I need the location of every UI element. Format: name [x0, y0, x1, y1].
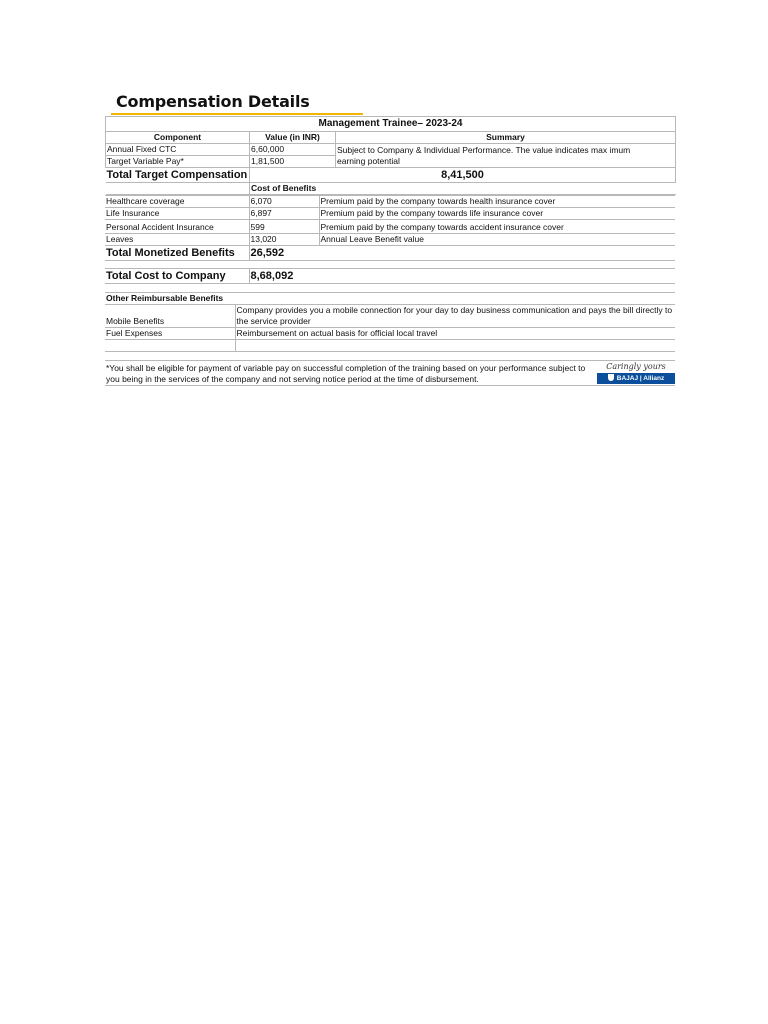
cell-component: Fuel Expenses [105, 328, 235, 340]
cell-component: Mobile Benefits [105, 305, 235, 328]
header-value: Value (in INR) [250, 132, 336, 144]
other-benefits-table [105, 292, 675, 352]
table-row [105, 196, 675, 208]
total-target-label: Total Target Compensation [106, 168, 250, 183]
logo-tagline: Caringly yours [606, 362, 666, 371]
cell-summary: Premium paid by the company towards life insurance cover [319, 208, 675, 220]
table-row [106, 156, 676, 168]
total-monetized-row [105, 246, 675, 261]
cell-summary: Company provides you a mobile connection for your day to day business communication and pays the bill directly to the service provider [235, 305, 675, 328]
cell-value: 1,81,500 [250, 156, 336, 168]
total-monetized-value: 26,592 [249, 246, 319, 261]
cell-value: 6,070 [249, 196, 319, 208]
cell-component: Annual Fixed CTC [106, 144, 250, 156]
cell-value: 6,60,000 [250, 144, 336, 156]
bajaj-allianz-logo [597, 361, 675, 385]
cell-component: Personal Accident Insurance [105, 220, 249, 234]
cell-value: 6,897 [249, 208, 319, 220]
total-ctc-row [105, 269, 675, 284]
logo-brand-text: BAJAJ | Allianz [616, 375, 665, 382]
table-row [105, 305, 675, 328]
cell-summary: earning potential [336, 156, 676, 168]
cell-component: Healthcare coverage [105, 196, 249, 208]
table-title: Management Trainee– 2023-24 [106, 117, 676, 132]
total-target-value: 8,41,500 [250, 168, 676, 183]
table-row [105, 220, 675, 234]
footer [105, 360, 675, 386]
benefits-table [105, 195, 675, 284]
total-ctc-label: Total Cost to Company [105, 269, 249, 284]
cell-summary: Premium paid by the company towards health insurance cover [319, 196, 675, 208]
footnote: *You shall be eligible for payment of variable pay on successful completion of the training based on your performance subject to you being in the services of the company and not serving notice period at the time of disbursement. [106, 363, 586, 384]
cell-value: 13,020 [249, 234, 319, 246]
bajaj-shield-icon [608, 374, 614, 381]
table-row [105, 234, 675, 246]
total-ctc-value: 8,68,092 [249, 269, 319, 284]
table-row [105, 328, 675, 340]
cell-component: Leaves [105, 234, 249, 246]
title-underline [111, 113, 363, 115]
cell-summary: Subject to Company & Individual Performance. The value indicates max imum [336, 144, 676, 156]
cell-value: 599 [249, 220, 319, 234]
header-summary: Summary [336, 132, 676, 144]
cell-summary: Premium paid by the company towards accident insurance cover [319, 220, 675, 234]
compensation-table [105, 116, 676, 195]
total-monetized-label: Total Monetized Benefits [105, 246, 249, 261]
cell-component: Target Variable Pay* [106, 156, 250, 168]
cell-summary: Annual Leave Benefit value [319, 234, 675, 246]
cell-component: Life Insurance [105, 208, 249, 220]
logo-brandbar [597, 373, 675, 384]
compensation-document [105, 88, 675, 386]
other-benefits-label: Other Reimbursable Benefits [105, 293, 675, 305]
cost-of-benefits-label: Cost of Benefits [250, 183, 676, 195]
table-row [106, 144, 676, 156]
table-row-empty [105, 340, 675, 352]
page-title: Compensation Details [116, 92, 310, 111]
cost-of-benefits-row [106, 183, 676, 195]
header-component: Component [106, 132, 250, 144]
header-row [106, 132, 676, 144]
table-title-row [106, 117, 676, 132]
total-target-row [106, 168, 676, 183]
cell-summary: Reimbursement on actual basis for official local travel [235, 328, 675, 340]
table-row [105, 208, 675, 220]
other-benefits-header-row [105, 293, 675, 305]
